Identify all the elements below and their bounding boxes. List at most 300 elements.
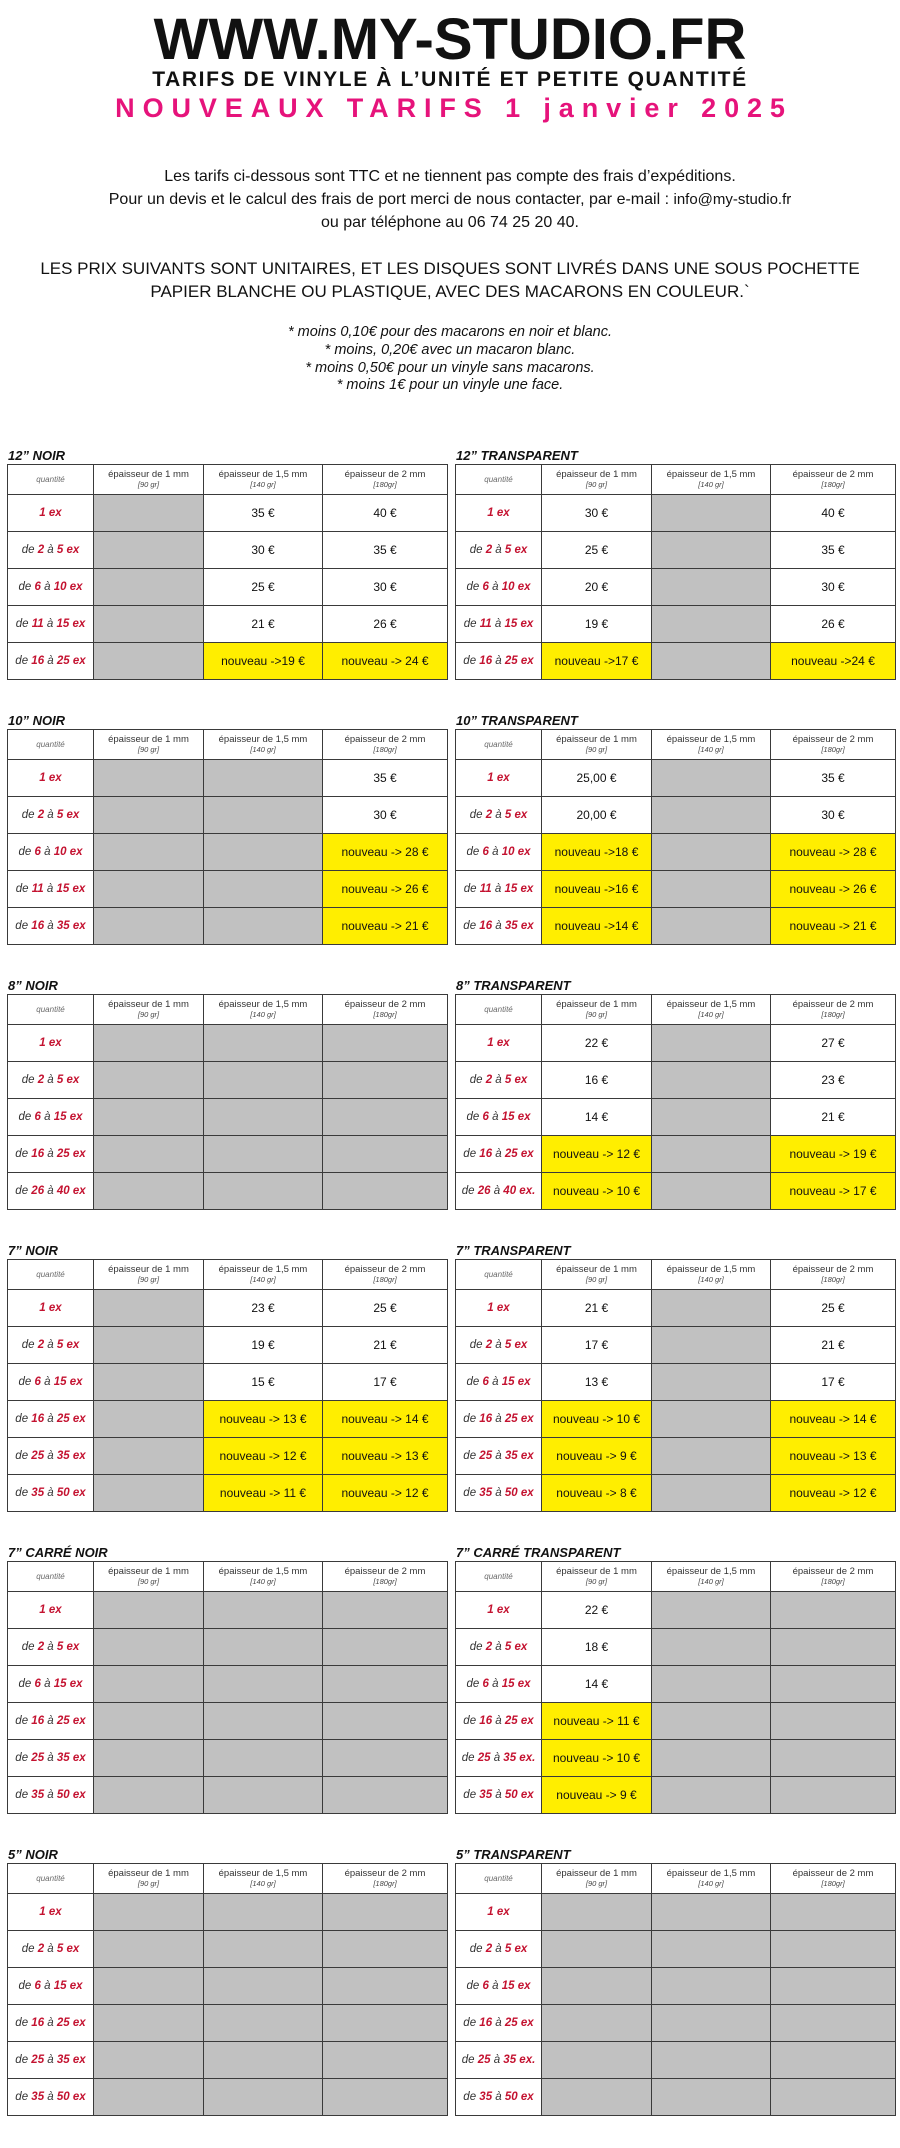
table-body bbox=[456, 1290, 896, 1512]
unavailable-cell bbox=[652, 2079, 771, 2116]
quantity-token: de bbox=[15, 2054, 29, 2066]
price-table-5-noir bbox=[7, 1846, 447, 2116]
table-header-row bbox=[8, 1864, 448, 1894]
new-price: nouveau ->19 € bbox=[221, 654, 305, 668]
new-price: nouveau -> 10 € bbox=[552, 1184, 641, 1198]
price-cell: 30 € bbox=[771, 569, 896, 606]
quantity-token: ex bbox=[520, 1413, 534, 1425]
new-price-cell bbox=[542, 1136, 652, 1173]
column-label: épaisseur de 2 mm bbox=[792, 1868, 874, 1879]
quantity-token: 6 bbox=[482, 1376, 489, 1388]
price-table bbox=[7, 729, 448, 945]
quantity-token: de bbox=[15, 1752, 29, 1764]
column-label: épaisseur de 1,5 mm bbox=[666, 999, 756, 1010]
quantity-cell bbox=[8, 1099, 94, 1136]
quantity-token: à bbox=[495, 1074, 502, 1086]
price-cell: 40 € bbox=[771, 495, 896, 532]
price-cell: 35 € bbox=[204, 495, 323, 532]
quantity-token: à bbox=[495, 1487, 502, 1499]
quantity-token: ex bbox=[48, 1037, 62, 1049]
quantity-token: 5 bbox=[504, 544, 512, 556]
quantity-token: à bbox=[493, 2054, 501, 2066]
thickness-header bbox=[323, 1864, 448, 1894]
thickness-header bbox=[323, 995, 448, 1025]
unavailable-cell bbox=[542, 2079, 652, 2116]
column-label: épaisseur de 2 mm bbox=[344, 1264, 426, 1275]
quantity-cell bbox=[8, 1290, 94, 1327]
intro-paragraph bbox=[0, 165, 900, 234]
quantity-cell bbox=[456, 1099, 542, 1136]
column-weight: [90 gr] bbox=[585, 1010, 608, 1019]
new-price-cell bbox=[771, 1173, 896, 1210]
quantity-cell bbox=[456, 1703, 542, 1740]
new-price-cell bbox=[542, 1173, 652, 1210]
unavailable-cell bbox=[771, 1931, 896, 1968]
thickness-header bbox=[94, 1562, 204, 1592]
column-label: épaisseur de 1,5 mm bbox=[218, 1264, 308, 1275]
new-price: nouveau -> 10 € bbox=[552, 1412, 641, 1426]
new-price: nouveau -> 12 € bbox=[789, 1486, 877, 1500]
new-price-cell bbox=[771, 1136, 896, 1173]
quantity-cell bbox=[456, 2042, 542, 2079]
quantity-cell bbox=[8, 1666, 94, 1703]
new-price: nouveau ->17 € bbox=[554, 654, 639, 668]
quantity-cell bbox=[456, 1894, 542, 1931]
quantity-token: 35 bbox=[31, 2091, 45, 2103]
column-label: épaisseur de 2 mm bbox=[344, 999, 426, 1010]
quantity-token: ex bbox=[69, 1980, 83, 1992]
thickness-header bbox=[542, 730, 652, 760]
unavailable-cell bbox=[94, 1629, 204, 1666]
column-label: quantité bbox=[36, 739, 65, 749]
column-weight: [180gr] bbox=[373, 745, 397, 754]
unavailable-cell bbox=[323, 2005, 448, 2042]
quantity-token: ex bbox=[520, 1487, 534, 1499]
quantity-token: ex bbox=[520, 883, 534, 895]
price-cell: 25,00 € bbox=[542, 760, 652, 797]
quantity-token: ex bbox=[72, 883, 86, 895]
unavailable-cell bbox=[94, 606, 204, 643]
note-line: * moins, 0,20€ avec un macaron blanc. bbox=[324, 341, 576, 358]
quantity-cell bbox=[456, 908, 542, 945]
quantity-cell bbox=[8, 908, 94, 945]
price-row bbox=[456, 532, 896, 569]
quantity-token: 16 bbox=[479, 1148, 493, 1160]
column-label: épaisseur de 1 mm bbox=[556, 734, 637, 745]
unavailable-cell bbox=[771, 1968, 896, 2005]
price-row bbox=[456, 797, 896, 834]
price-cell: 20,00 € bbox=[542, 797, 652, 834]
thickness-header bbox=[771, 1562, 896, 1592]
price-cell: 21 € bbox=[771, 1327, 896, 1364]
quantity-token: 2 bbox=[37, 1339, 45, 1351]
thickness-header bbox=[771, 1260, 896, 1290]
unavailable-cell bbox=[652, 1136, 771, 1173]
column-weight: [90 gr] bbox=[137, 1879, 160, 1888]
quantity-token: à bbox=[47, 1789, 54, 1801]
price-row bbox=[8, 908, 448, 945]
quantity-token: 5 bbox=[56, 1943, 64, 1955]
quantity-token: 2 bbox=[37, 1943, 45, 1955]
quantity-token: ex bbox=[514, 1641, 528, 1653]
quantity-token: 16 bbox=[31, 1715, 45, 1727]
price-row bbox=[8, 1173, 448, 1210]
new-price: nouveau -> 8 € bbox=[556, 1486, 637, 1500]
column-weight: [90 gr] bbox=[585, 1879, 608, 1888]
column-label: quantité bbox=[484, 474, 513, 484]
thickness-header bbox=[204, 995, 323, 1025]
quantity-token: ex bbox=[517, 1111, 531, 1123]
quantity-token: ex bbox=[514, 1943, 528, 1955]
quantity-token: 10 bbox=[501, 846, 515, 858]
thickness-header bbox=[542, 1260, 652, 1290]
unavailable-cell bbox=[204, 1025, 323, 1062]
price-cell: 35 € bbox=[323, 760, 448, 797]
column-label: épaisseur de 1 mm bbox=[556, 1264, 637, 1275]
price-row bbox=[456, 1894, 896, 1931]
quantity-token: 2 bbox=[485, 809, 493, 821]
quantity-token: 50 bbox=[504, 1789, 518, 1801]
thickness-header bbox=[542, 465, 652, 495]
table-body bbox=[8, 760, 448, 945]
thickness-header bbox=[652, 1864, 771, 1894]
table-header-row bbox=[456, 1562, 896, 1592]
note-line: * moins 1€ pour un vinyle une face. bbox=[336, 377, 564, 394]
unavailable-cell bbox=[204, 908, 323, 945]
table-header-row bbox=[456, 1260, 896, 1290]
price-cell: 17 € bbox=[323, 1364, 448, 1401]
quantity-token: de bbox=[15, 1185, 29, 1197]
new-price: nouveau -> 12 € bbox=[341, 1486, 429, 1500]
unavailable-cell bbox=[204, 1592, 323, 1629]
table-head bbox=[456, 1864, 896, 1894]
unavailable-cell bbox=[542, 2042, 652, 2079]
notice-line: LES PRIX SUIVANTS SONT UNITAIRES, ET LES DISQUES SONT LIVRÉS DANS UNE SOUS POCHETTE bbox=[40, 259, 860, 278]
quantity-token: ex bbox=[520, 2091, 534, 2103]
quantity-token: de bbox=[18, 581, 32, 593]
unavailable-cell bbox=[323, 1777, 448, 1814]
price-row bbox=[456, 2005, 896, 2042]
quantity-token: à bbox=[47, 1487, 54, 1499]
unavailable-cell bbox=[652, 1894, 771, 1931]
quantity-cell bbox=[8, 532, 94, 569]
quantity-token: de bbox=[463, 2091, 477, 2103]
quantity-cell bbox=[8, 1740, 94, 1777]
unavailable-cell bbox=[204, 1629, 323, 1666]
quantity-token: à bbox=[495, 1641, 502, 1653]
unavailable-cell bbox=[204, 1703, 323, 1740]
quantity-header bbox=[456, 995, 542, 1025]
quantity-token: 40 bbox=[56, 1185, 70, 1197]
quantity-token: ex bbox=[496, 772, 510, 784]
quantity-cell bbox=[456, 1968, 542, 2005]
price-cell: 25 € bbox=[542, 532, 652, 569]
quantity-cell bbox=[456, 2079, 542, 2116]
unavailable-cell bbox=[94, 2042, 204, 2079]
quantity-token: ex bbox=[48, 1604, 62, 1616]
quantity-token: de bbox=[463, 655, 477, 667]
thickness-header bbox=[204, 1562, 323, 1592]
quantity-cell bbox=[8, 569, 94, 606]
quantity-token: 35 bbox=[56, 2054, 70, 2066]
unavailable-cell bbox=[94, 1438, 204, 1475]
quantity-token: ex bbox=[72, 618, 86, 630]
section-row bbox=[7, 1846, 895, 2116]
unavailable-cell bbox=[652, 1703, 771, 1740]
quantity-token: de bbox=[469, 544, 483, 556]
quantity-token: 35 bbox=[56, 1752, 70, 1764]
price-row bbox=[456, 1438, 896, 1475]
price-row bbox=[8, 2005, 448, 2042]
unavailable-cell bbox=[652, 1740, 771, 1777]
column-label: épaisseur de 2 mm bbox=[792, 734, 874, 745]
table-title: 8” NOIR bbox=[8, 978, 58, 993]
quantity-token: 25 bbox=[477, 2054, 491, 2066]
quantity-token: ex bbox=[66, 1943, 80, 1955]
quantity-token: ex bbox=[514, 1339, 528, 1351]
unavailable-cell bbox=[771, 1629, 896, 1666]
unavailable-cell bbox=[323, 1931, 448, 1968]
quantity-token: 25 bbox=[31, 1752, 45, 1764]
quantity-token: de bbox=[463, 1487, 477, 1499]
new-price: nouveau -> 11 € bbox=[219, 1486, 307, 1500]
quantity-cell bbox=[8, 1931, 94, 1968]
price-row bbox=[8, 2079, 448, 2116]
unavailable-cell bbox=[771, 1666, 896, 1703]
unavailable-cell bbox=[204, 2005, 323, 2042]
unavailable-cell bbox=[94, 834, 204, 871]
quantity-token: 35 bbox=[479, 2091, 493, 2103]
quantity-header bbox=[456, 1864, 542, 1894]
column-label: épaisseur de 1 mm bbox=[108, 734, 189, 745]
column-weight: [90 gr] bbox=[585, 1577, 608, 1586]
quantity-token: 50 bbox=[56, 2091, 70, 2103]
column-label: épaisseur de 1,5 mm bbox=[666, 1264, 756, 1275]
price-cell: 30 € bbox=[204, 532, 323, 569]
quantity-token: ex bbox=[69, 1678, 83, 1690]
price-row bbox=[8, 1025, 448, 1062]
price-row bbox=[456, 908, 896, 945]
unavailable-cell bbox=[771, 2079, 896, 2116]
new-price-cell bbox=[204, 1438, 323, 1475]
new-price-cell bbox=[323, 908, 448, 945]
quantity-token: 15 bbox=[53, 1376, 67, 1388]
quantity-token: 25 bbox=[504, 1413, 518, 1425]
unavailable-cell bbox=[94, 1099, 204, 1136]
price-row bbox=[456, 606, 896, 643]
column-weight: [180gr] bbox=[373, 480, 397, 489]
quantity-token: ex bbox=[517, 1980, 531, 1992]
quantity-token: 25 bbox=[504, 655, 518, 667]
quantity-token: 16 bbox=[479, 1715, 493, 1727]
quantity-token: ex bbox=[520, 1715, 534, 1727]
quantity-token: 40 bbox=[503, 1185, 517, 1197]
quantity-token: à bbox=[492, 846, 499, 858]
column-label: épaisseur de 1 mm bbox=[108, 1868, 189, 1879]
quantity-token: 2 bbox=[37, 809, 45, 821]
quantity-cell bbox=[8, 1777, 94, 1814]
quantity-token: 1 bbox=[487, 1604, 494, 1616]
unavailable-cell bbox=[771, 1740, 896, 1777]
price-cell: 17 € bbox=[542, 1327, 652, 1364]
unavailable-cell bbox=[652, 834, 771, 871]
price-row bbox=[456, 1025, 896, 1062]
quantity-token: 1 bbox=[39, 1604, 46, 1616]
quantity-token: ex bbox=[496, 1604, 510, 1616]
price-cell: 30 € bbox=[542, 495, 652, 532]
price-row bbox=[8, 1290, 448, 1327]
quantity-token: 16 bbox=[31, 1148, 45, 1160]
quantity-token: 6 bbox=[34, 1678, 41, 1690]
quantity-token: de bbox=[15, 2017, 29, 2029]
quantity-token: ex bbox=[69, 581, 83, 593]
quantity-cell bbox=[456, 1327, 542, 1364]
new-price: nouveau -> 12 € bbox=[552, 1147, 641, 1161]
quantity-cell bbox=[8, 1364, 94, 1401]
new-price: nouveau -> 13 € bbox=[219, 1412, 307, 1426]
quantity-token: à bbox=[47, 1185, 54, 1197]
price-cell: 25 € bbox=[323, 1290, 448, 1327]
quantity-token: ex bbox=[72, 1752, 86, 1764]
table-body bbox=[8, 1894, 448, 2116]
column-weight: [180gr] bbox=[821, 1879, 845, 1888]
column-label: épaisseur de 1,5 mm bbox=[666, 734, 756, 745]
quantity-token: ex bbox=[514, 1074, 528, 1086]
quantity-token: à bbox=[492, 1678, 499, 1690]
table-header-row bbox=[456, 1864, 896, 1894]
price-row bbox=[456, 1290, 896, 1327]
column-weight: [140 gr] bbox=[698, 1010, 724, 1019]
column-weight: [90 gr] bbox=[137, 1010, 160, 1019]
unavailable-cell bbox=[94, 1475, 204, 1512]
quantity-token: à bbox=[47, 1074, 54, 1086]
thickness-header bbox=[542, 995, 652, 1025]
quantity-token: à bbox=[495, 1413, 502, 1425]
unavailable-cell bbox=[204, 1062, 323, 1099]
unavailable-cell bbox=[323, 2042, 448, 2079]
quantity-token: ex bbox=[520, 655, 534, 667]
column-label: quantité bbox=[36, 474, 65, 484]
unavailable-cell bbox=[542, 1968, 652, 2005]
price-table bbox=[7, 1863, 448, 2116]
quantity-cell bbox=[8, 760, 94, 797]
quantity-token: 35 bbox=[31, 1487, 45, 1499]
thickness-header bbox=[94, 1864, 204, 1894]
quantity-cell bbox=[8, 495, 94, 532]
quantity-token: de bbox=[463, 618, 477, 630]
price-cell: 25 € bbox=[771, 1290, 896, 1327]
quantity-token: 6 bbox=[34, 581, 41, 593]
new-price-cell bbox=[204, 1401, 323, 1438]
quantity-token: ex bbox=[520, 920, 534, 932]
quantity-cell bbox=[8, 2042, 94, 2079]
unavailable-cell bbox=[652, 569, 771, 606]
price-cell: 18 € bbox=[542, 1629, 652, 1666]
quantity-token: à bbox=[495, 655, 502, 667]
thickness-header bbox=[94, 1260, 204, 1290]
price-row bbox=[8, 1740, 448, 1777]
quantity-token: ex bbox=[514, 544, 528, 556]
quantity-token: à bbox=[47, 1148, 54, 1160]
quantity-token: ex bbox=[48, 772, 62, 784]
quantity-token: ex bbox=[496, 1906, 510, 1918]
table-header-row bbox=[456, 465, 896, 495]
price-table-12-noir bbox=[7, 447, 447, 680]
price-table bbox=[455, 1259, 896, 1512]
unavailable-cell bbox=[94, 797, 204, 834]
quantity-token: 50 bbox=[504, 2091, 518, 2103]
column-weight: [140 gr] bbox=[698, 1577, 724, 1586]
quantity-token: ex bbox=[72, 1413, 86, 1425]
price-cell: 21 € bbox=[542, 1290, 652, 1327]
price-row bbox=[456, 1968, 896, 2005]
table-head bbox=[456, 1562, 896, 1592]
quantity-token: à bbox=[47, 1339, 54, 1351]
column-weight: [90 gr] bbox=[137, 1577, 160, 1586]
quantity-token: ex bbox=[66, 1074, 80, 1086]
quantity-token: 25 bbox=[504, 1148, 518, 1160]
new-price-cell bbox=[323, 871, 448, 908]
quantity-token: 16 bbox=[31, 920, 45, 932]
quantity-cell bbox=[8, 1025, 94, 1062]
unavailable-cell bbox=[542, 1931, 652, 1968]
column-label: épaisseur de 1 mm bbox=[108, 469, 189, 480]
column-label: épaisseur de 1,5 mm bbox=[218, 999, 308, 1010]
column-label: épaisseur de 1,5 mm bbox=[218, 1566, 308, 1577]
quantity-token: à bbox=[492, 1980, 499, 1992]
column-label: épaisseur de 1 mm bbox=[108, 1566, 189, 1577]
unavailable-cell bbox=[652, 1173, 771, 1210]
unavailable-cell bbox=[94, 871, 204, 908]
price-row bbox=[456, 1475, 896, 1512]
table-head bbox=[8, 1864, 448, 1894]
quantity-token: 25 bbox=[56, 1148, 70, 1160]
quantity-token: ex bbox=[517, 581, 531, 593]
quantity-token: de bbox=[463, 1789, 477, 1801]
quantity-token: 6 bbox=[482, 1980, 489, 1992]
quantity-cell bbox=[8, 2079, 94, 2116]
unavailable-cell bbox=[94, 1401, 204, 1438]
quantity-token: de bbox=[463, 920, 477, 932]
quantity-token: 5 bbox=[56, 1339, 64, 1351]
unavailable-cell bbox=[94, 532, 204, 569]
quantity-token: de bbox=[15, 655, 29, 667]
price-row bbox=[456, 1173, 896, 1210]
new-price: nouveau -> 14 € bbox=[789, 1412, 877, 1426]
quantity-cell bbox=[8, 797, 94, 834]
quantity-token: de bbox=[461, 1185, 475, 1197]
quantity-token: ex bbox=[72, 2017, 86, 2029]
email-link[interactable]: info@my-studio.fr bbox=[673, 191, 792, 208]
new-price: nouveau -> 17 € bbox=[789, 1184, 877, 1198]
quantity-cell bbox=[8, 1173, 94, 1210]
quantity-token: ex bbox=[520, 2017, 534, 2029]
table-title: 7” TRANSPARENT bbox=[456, 1243, 571, 1258]
new-price-cell bbox=[542, 908, 652, 945]
unavailable-cell bbox=[652, 2042, 771, 2079]
price-row bbox=[456, 1931, 896, 1968]
new-price-cell bbox=[204, 1475, 323, 1512]
unavailable-cell bbox=[652, 1290, 771, 1327]
price-table bbox=[455, 729, 896, 945]
column-label: quantité bbox=[484, 1004, 513, 1014]
column-weight: [140 gr] bbox=[250, 1275, 276, 1284]
quantity-token: 16 bbox=[479, 920, 493, 932]
new-price: nouveau -> 26 € bbox=[789, 882, 877, 896]
column-label: quantité bbox=[36, 1004, 65, 1014]
quantity-token: de bbox=[15, 1715, 29, 1727]
column-label: épaisseur de 1,5 mm bbox=[218, 1868, 308, 1879]
